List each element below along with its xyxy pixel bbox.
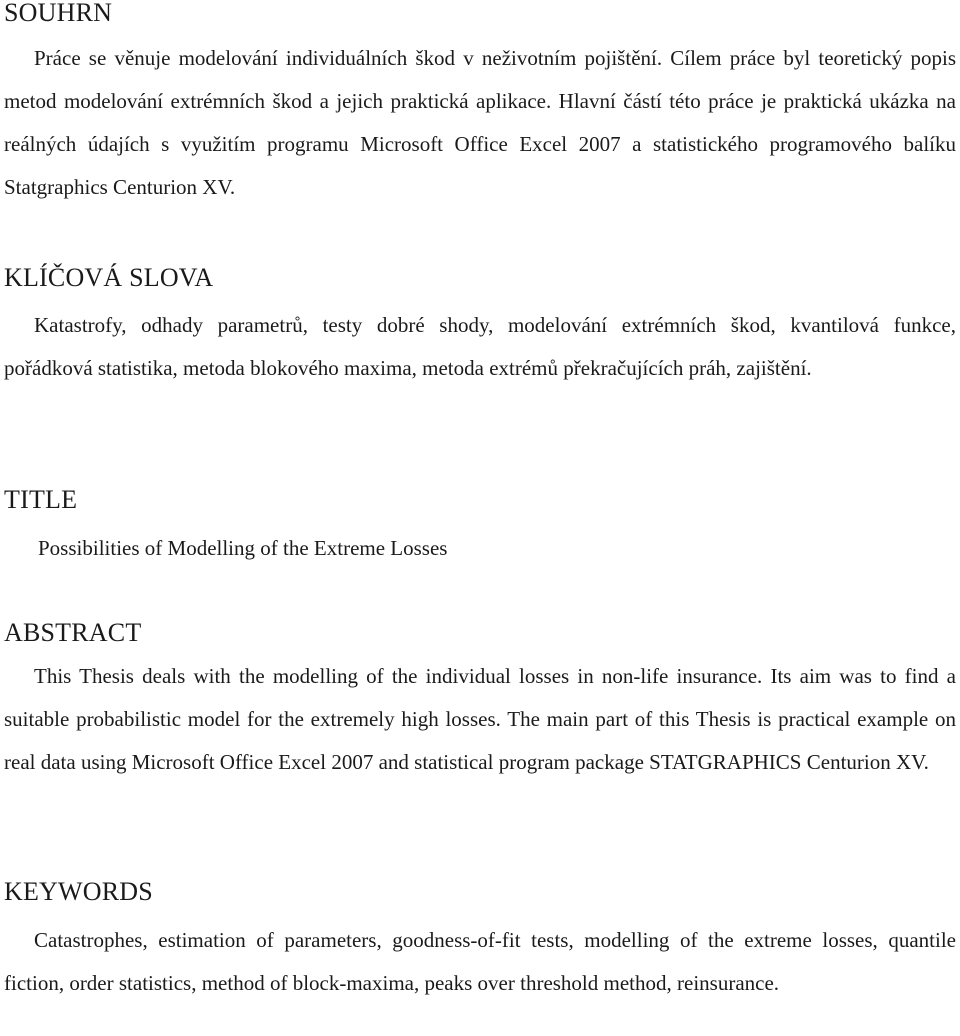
souhrn-paragraph: Práce se věnuje modelování individuálních škod v neživotním pojištění. Cílem práce byl teoretický popis metod modelování extrémních škod a jejich praktická aplikace. Hlavní částí této práce je praktická ukázka na reálných údajích s využitím programu Microsoft Office Excel 2007 a statistického programového balíku Statgraphics Centurion XV. (4, 46, 956, 199)
title-heading: TITLE (4, 485, 78, 514)
klicova-slova-paragraph: Katastrofy, odhady parametrů, testy dobré shody, modelování extrémních škod, kvantilová funkce, pořádková statistika, metoda blokového maxima, metoda extrémů překračujících práh, zajištění. (4, 313, 956, 380)
klicova-slova-heading: KLÍČOVÁ SLOVA (4, 263, 214, 292)
souhrn-heading: SOUHRN (4, 0, 113, 27)
thesis-title-text: Possibilities of Modelling of the Extreme Losses (38, 536, 448, 560)
abstract-heading: ABSTRACT (4, 618, 142, 647)
abstract-paragraph: This Thesis deals with the modelling of the individual losses in non-life insurance. Its aim was to find a suitable probabilistic model for the extremely high losses. The main part of this Thesis is practical example on real data using Microsoft Office Excel 2007 and statistical program package STATGRAPHICS Centurion XV. (4, 664, 956, 774)
keywords-heading: KEYWORDS (4, 877, 153, 906)
keywords-paragraph: Catastrophes, estimation of parameters, goodness-of-fit tests, modelling of the extreme losses, quantile fiction, order statistics, method of block-maxima, peaks over threshold method, reinsurance. (4, 928, 956, 995)
